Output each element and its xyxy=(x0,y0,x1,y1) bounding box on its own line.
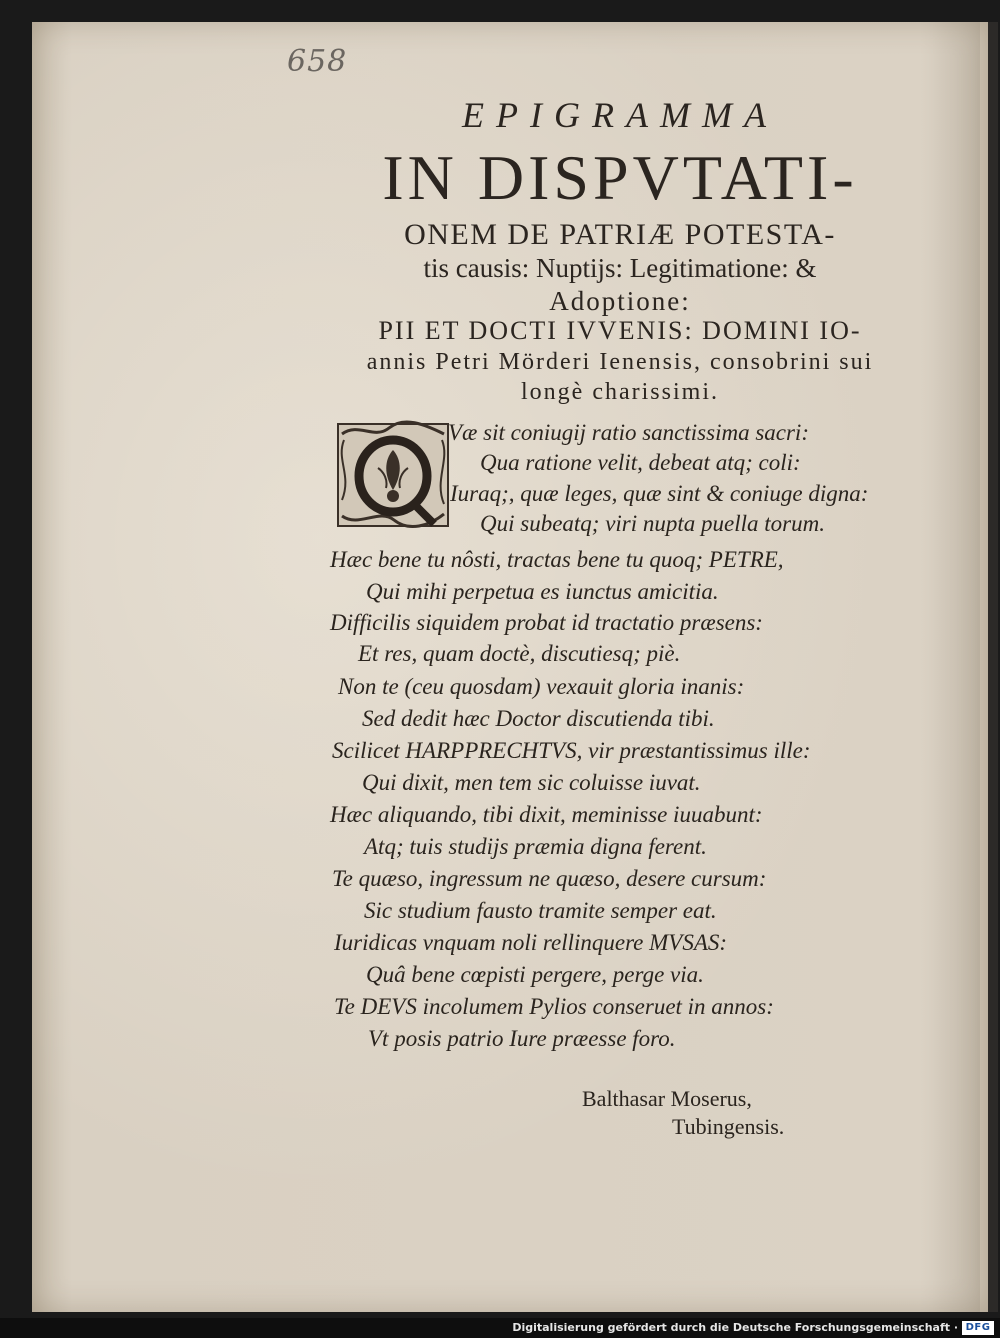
document-page xyxy=(32,22,998,1312)
heading-line-2: tis causis: Nuptijs: Legitimatione: & xyxy=(423,253,817,283)
poem-line-18: Quâ bene cœpisti pergere, perge via. xyxy=(366,962,704,987)
poem-line-15: Te quæso, ingressum ne quæso, desere cursum: xyxy=(332,866,767,891)
poem-line-1: Væ sit coniugij ratio sanctissima sacri: xyxy=(448,420,809,445)
heading-line-4: PII ET DOCTI IVVENIS: DOMINI IO- xyxy=(378,316,862,345)
dfg-logo-icon: DFG xyxy=(962,1321,994,1335)
poem-line-20: Vt posis patrio Iure præesse foro. xyxy=(368,1026,676,1051)
poem-line-11: Scilicet HARPPRECHTVS, vir præstantissimus ille: xyxy=(332,738,811,763)
manuscript-page-number: 658 xyxy=(287,44,348,79)
poem-line-14: Atq; tuis studijs præmia digna ferent. xyxy=(364,834,707,859)
heading-line-5: annis Petri Mörderi Ienensis, consobrini sui xyxy=(366,349,874,375)
signature-origin: Tubingensis. xyxy=(672,1114,785,1139)
poem-line-17: Iuridicas vnquam noli rellinquere MVSAS: xyxy=(334,930,728,955)
footer-credit: Digitalisierung gefördert durch die Deutsche Forschungsgemeinschaft · xyxy=(512,1321,958,1334)
heading-epigramma: EPIGRAMMA xyxy=(462,95,778,135)
poem-line-13: Hæc aliquando, tibi dixit, meminisse iuuabunt: xyxy=(330,802,763,827)
heading-title: IN DISPVTATI- xyxy=(382,142,858,213)
poem-line-2: Qua ratione velit, debeat atq; coli: xyxy=(480,450,801,475)
poem-line-16: Sic studium fausto tramite semper eat. xyxy=(364,898,717,923)
signature-name: Balthasar Moserus, xyxy=(582,1086,752,1111)
poem-line-19: Te DEVS incolumem Pylios conseruet in annos: xyxy=(334,994,774,1019)
poem-line-7: Difficilis siquidem probat id tractatio præsens: xyxy=(330,610,763,635)
poem-line-6: Qui mihi perpetua es iunctus amicitia. xyxy=(366,579,719,604)
poem-line-4: Qui subeatq; viri nupta puella torum. xyxy=(480,511,825,536)
poem-line-9: Non te (ceu quosdam) vexauit gloria inanis: xyxy=(338,674,745,699)
heading-line-3: Adoptione: xyxy=(549,286,691,316)
footer-bar xyxy=(0,1318,1000,1338)
heading-line-6: longè charissimi. xyxy=(521,379,719,405)
page-edge-shadow xyxy=(920,22,980,1312)
heading-line-1: ONEM DE PATRIÆ POTESTA- xyxy=(404,218,836,251)
poem-line-5: Hæc bene tu nôsti, tractas bene tu quoq; PETRE, xyxy=(330,547,784,572)
poem-line-12: Qui dixit, men tem sic coluisse iuvat. xyxy=(362,770,701,795)
poem-line-8: Et res, quam doctè, discutiesq; piè. xyxy=(358,641,681,666)
poem-line-3: Iuraq;, quæ leges, quæ sint & coniuge digna: xyxy=(450,481,869,506)
poem-line-10: Sed dedit hæc Doctor discutienda tibi. xyxy=(362,706,715,731)
decorated-initial-q-icon xyxy=(334,420,452,530)
